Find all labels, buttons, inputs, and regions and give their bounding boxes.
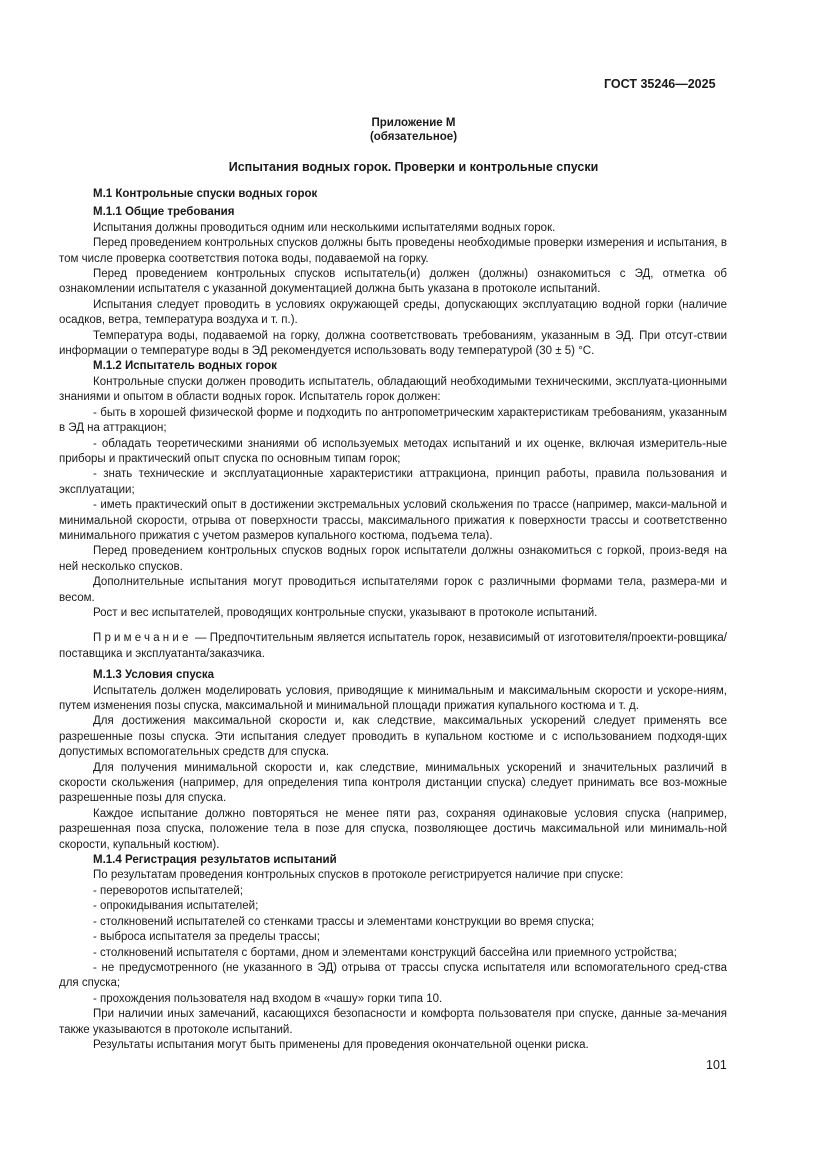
document-title: Испытания водных горок. Проверки и контрольные спуски (228, 160, 599, 174)
annex-status: (обязательное) (369, 131, 458, 143)
list-item: - прохождения пользователя над входом в «чашу» горки типа 10. (93, 992, 443, 1005)
paragraph: Испытания следует проводить в условиях окружающей среды, допускающих эксплуатацию водной горки (наличие осадков, ветра, температура воздуха и т. п.). (59, 298, 727, 327)
paragraph: Испытатель должен моделировать условия, приводящие к минимальным и максимальным скорости и ускоре-ниям, путем изменения позы спуска, максимальной и минимальной площади прижатия купального костюма и т. д. (59, 684, 727, 712)
paragraph: Рост и вес испытателей, проводящих контрольные спуски, указывают в протоколе испытаний. (93, 606, 598, 619)
paragraph: Перед проведением контрольных спусков испытатель(и) должен (должны) ознакомиться с ЭД, отметка об ознакомлении испытателя с указанной документацией должна быть указана в протоколе испытаний. (59, 268, 727, 296)
document-body (59, 187, 727, 1053)
paragraph: Перед проведением контрольных спусков водных горок испытатели должны ознакомиться с горкой, произ-ведя на ней несколько спусков. (59, 545, 727, 573)
subsection-heading: М.1.1 Общие требования (93, 206, 235, 219)
standard-designation: ГОСТ 35246—2025 (604, 77, 716, 91)
page-number: 101 (706, 1058, 727, 1072)
section-heading: М.1 Контрольные спуски водных горок (93, 188, 318, 200)
paragraph: Контрольные спуски должен проводить испытатель, обладающий необходимыми техническими, эксплуата-ционными знаниями и опытом в области водных горок. Испытатель горок должен: (59, 375, 727, 404)
list-item: - быть в хорошей физической форме и подходить по антропометрическим характеристикам требованиям, указанным в ЭД на аттракцион; (59, 406, 727, 435)
paragraph: Для получения минимальной скорости и, как следствие, минимальных ускорений и значительных различий в скорости скольжения (например, для определения типа контроля дистанции спуска) следует принимать все воз-можные разрешенные позы для спуска. (59, 761, 727, 805)
paragraph: Для достижения максимальной скорости и, как следствие, максимальных ускорений следует применять все разрешенные позы спуска. Эти испытания следует проводить в купальном костюме и с использованием подходя-щих допустимых вспомогательных средств для спуска. (59, 715, 727, 759)
paragraph: Температура воды, подаваемой на горку, должна соответствовать требованиям, указанным в ЭД. При отсут-ствии информации о температуре воды в ЭД рекомендуется использовать воду температурой (30 ± 5) °С. (59, 329, 727, 358)
note (59, 631, 727, 662)
list-item: - не предусмотренного (не указанного в ЭД) отрыва от трассы спуска испытателя или вспомогательного сред-ства для спуска; (59, 961, 727, 990)
list-item: - переворотов испытателей; (93, 884, 244, 897)
list-item: - обладать теоретическими знаниями об используемых методах испытаний и их оценке, включая измеритель-ные приборы и практический опыт спуска по основным типам горок; (59, 437, 727, 465)
list-item: - столкновений испытателей со стенками трассы и элементами конструкции во время спуска; (93, 915, 595, 928)
annex-title: Приложение М (371, 117, 456, 129)
note-label: Примечание (93, 632, 192, 645)
note-text: — Предпочтительным является испытатель горок, независимый от изготовителя/проекти-ровщика/поставщика и эксплуатанта/заказчика. (59, 632, 727, 660)
list-item: - опрокидывания испытателей; (93, 900, 259, 913)
subsection-heading: М.1.2 Испытатель водных горок (93, 360, 277, 373)
subsection-heading: М.1.4 Регистрация результатов испытаний (93, 854, 337, 867)
list-item: - знать технические и эксплуатационные характеристики аттракциона, принцип работы, правила пользования и эксплуатации; (59, 468, 727, 496)
list-item: - столкновений испытателя с бортами, дном и элементами конструкций бассейна или приемного устройства; (93, 946, 677, 959)
paragraph: Дополнительные испытания могут проводиться испытателями горок с различными формами тела, размера-ми и весом. (59, 576, 727, 604)
paragraph: Каждое испытание должно повторяться не менее пяти раз, сохраняя одинаковые условия спуска (например, разрешенная поза спуска, положение тела в позе для спуска, позволяющее достичь максимальной или минималь-ной скорости, купальный костюм). (59, 807, 727, 851)
list-item: - выброса испытателя за пределы трассы; (93, 931, 320, 944)
paragraph: По результатам проведения контрольных спусков в протоколе регистрируется наличие при спуске: (93, 869, 624, 882)
paragraph: Испытания должны проводиться одним или несколькими испытателями водных горок. (93, 221, 556, 234)
paragraph: При наличии иных замечаний, касающихся безопасности и комфорта пользователя при спуске, данные за-мечания также указываются в протоколе испытаний. (59, 1008, 727, 1036)
list-item: - иметь практический опыт в достижении экстремальных условий скольжения по трассе (например, макси-мальной и минимальной скорости, отрыва от поверхности трассы, максимального прижатия к поверхности трассы и соответственно минимального прижатия с учетом размеров купального костюма, подъема тела). (59, 499, 727, 542)
subsection-heading: М.1.3 Условия спуска (93, 669, 215, 682)
paragraph: Результаты испытания могут быть применены для проведения окончательной оценки риска. (93, 1038, 589, 1051)
paragraph: Перед проведением контрольных спусков должны быть проведены необходимые проверки измерения и испытания, в том числе проверка соответствия потока воды, подаваемой на горку. (59, 237, 727, 265)
